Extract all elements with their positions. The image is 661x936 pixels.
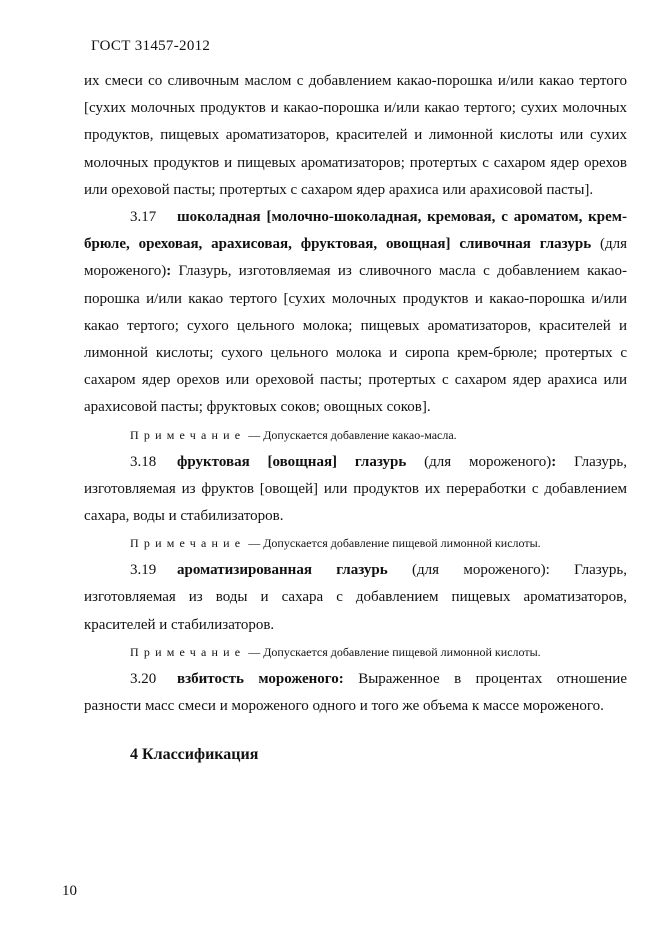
term: взбитость мороженого: xyxy=(177,670,344,687)
term: фруктовая [овощная] глазурь xyxy=(177,453,407,470)
clause-number: 3.18 xyxy=(130,453,157,470)
note-label: Примечание xyxy=(130,427,246,442)
document-body xyxy=(84,68,627,764)
intro-paragraph: их смеси со сливочным маслом с добавлением какао-порошка и/или какао тертого [сухих молочных продуктов и какао-порошка и/или какао тертого; сухих молочных продуктов, пищевых ароматизаторов, красителей и лимонной кислоты или сухих молочных продуктов и пищевых ароматизаторов; протертых с сахаром ядер орехов или ореховой пасты; протертых с сахаром ядер арахиса или арахисовой пасты]. xyxy=(84,73,627,198)
clause-number: 3.19 xyxy=(130,562,157,579)
note-3-17 xyxy=(130,422,627,449)
term: шоколадная [молочно-шоколадная, кремовая, с ароматом, крем-брюле, ореховая, арахисовая, фруктовая, овощная] сливочная глазурь xyxy=(84,209,627,253)
page-number: 10 xyxy=(62,883,77,899)
note-text: — Допускается добавление пищевой лимонной кислоты. xyxy=(245,536,541,551)
definition-3-19 xyxy=(84,557,627,639)
definition-3-17 xyxy=(84,204,627,422)
definition-text: Глазурь, изготовляемая из фруктов [овощей] или продуктов их переработки с добавлением сахара, воды и стабилизаторов. xyxy=(84,453,628,525)
definition-text: Глазурь, изготовляемая из сливочного масла с добавлением какао-порошка и/или какао тертого [сухих молочных продуктов и какао-порошка и/или какао тертого; сухого цельного молока; пищевых ароматизаторов, красителей и лимонной кислоты; сухого цельного молока и сиропа крем-брюле; протертых с сахаром ядер орехов или ореховой пасты; протертых с сахаром ядер арахиса или арахисовой пасты; фруктовых соков; овощных соков]. xyxy=(84,263,627,416)
note-label: Примечание xyxy=(130,644,246,659)
note-label: Примечание xyxy=(130,536,246,551)
colon: : xyxy=(551,453,557,470)
qualifier: (для мороженого) xyxy=(84,236,627,280)
note-3-18 xyxy=(130,530,627,557)
qualifier: (для мороженого): xyxy=(387,562,550,579)
definition-text: Выраженное в процентах отношение разности масс смеси и мороженого одного и того же объема к массе мороженого. xyxy=(84,670,627,715)
note-3-19 xyxy=(130,639,627,666)
definition-3-18 xyxy=(84,449,627,531)
definition-3-20 xyxy=(84,666,627,720)
note-text: — Допускается добавление какао-масла. xyxy=(245,427,457,442)
term: ароматизированная глазурь xyxy=(177,562,388,579)
clause-number: 3.17 xyxy=(130,209,157,226)
definition-text: Глазурь, изготовляемая из воды и сахара с добавлением пищевых ароматизаторов, красителей и стабилизаторов. xyxy=(84,562,628,633)
document-header: ГОСТ 31457-2012 xyxy=(91,38,211,54)
qualifier: (для мороженого) xyxy=(406,453,552,470)
clause-number: 3.20 xyxy=(130,670,157,687)
colon: : xyxy=(166,263,172,280)
note-text: — Допускается добавление пищевой лимонной кислоты. xyxy=(245,644,541,659)
section-heading: 4 Классификация xyxy=(130,746,259,764)
